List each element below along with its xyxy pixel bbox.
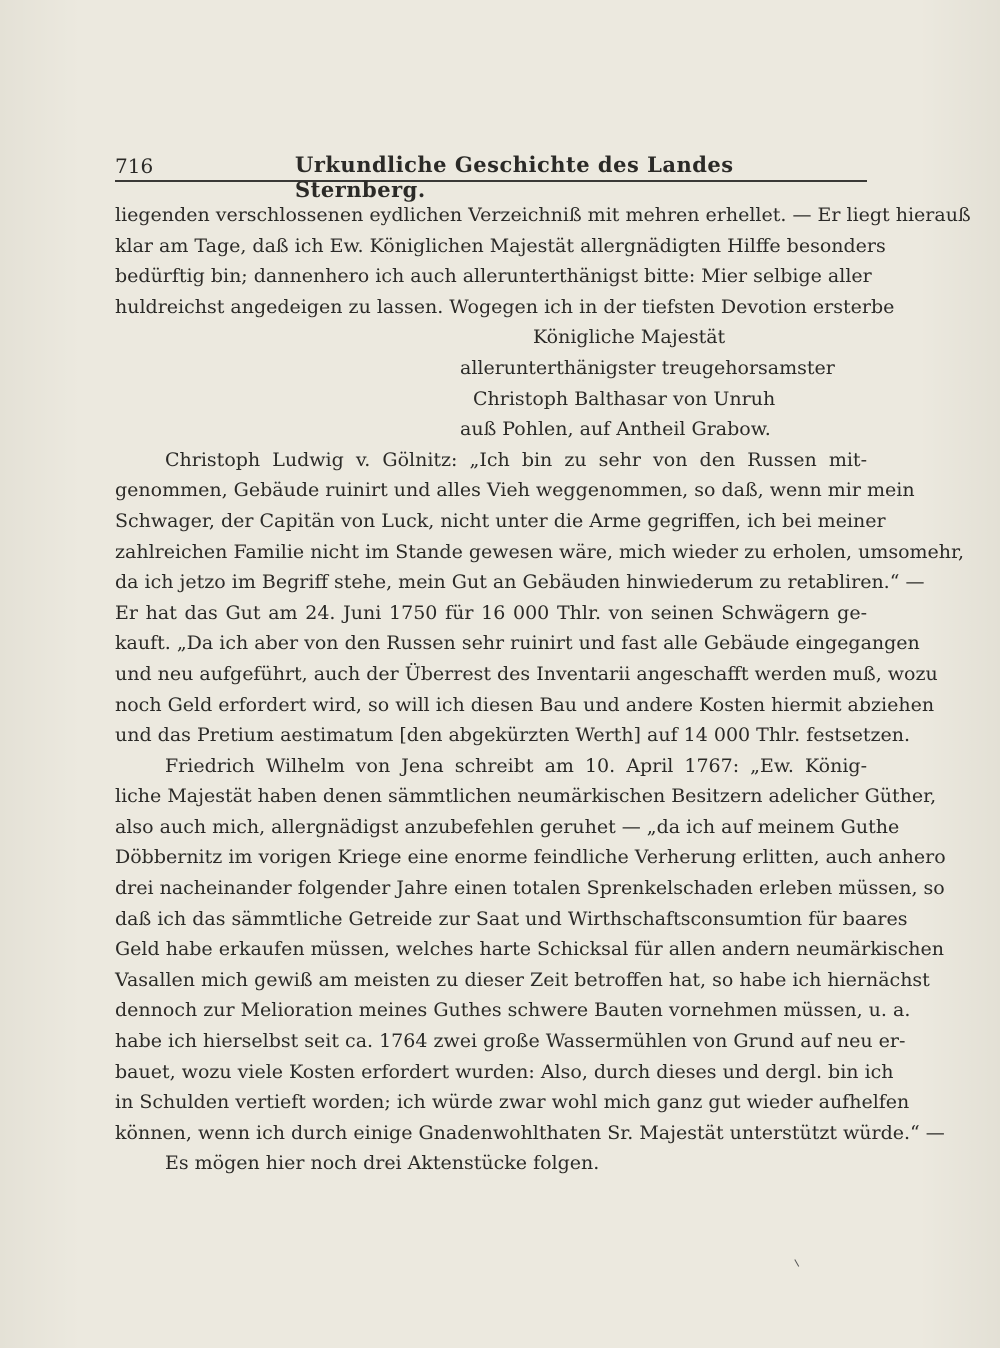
text-line: Christoph Ludwig v. Gölnitz: „Ich bin zu sehr von den Russen mit- — [165, 448, 867, 471]
text-line: genommen, Gebäude ruinirt und alles Vieh weggenommen, so daß, wenn mir mein — [115, 479, 915, 502]
text-line: Schwager, der Capitän von Luck, nicht unter die Arme gegriffen, ich bei meiner — [115, 509, 886, 532]
text-line: und das Pretium aestimatum [den abgekürzten Werth] auf 14 000 Thlr. festsetzen. — [115, 724, 911, 747]
text-line: dennoch zur Melioration meines Guthes schwere Bauten vornehmen müssen, u. a. — [115, 999, 911, 1022]
text-line: Es mögen hier noch drei Aktenstücke folgen. — [165, 1152, 600, 1175]
page-header — [115, 150, 867, 202]
text-line: also auch mich, allergnädigst anzubefehlen geruhet — „da ich auf meinem Guthe — [115, 815, 900, 838]
ink-mark — [794, 1257, 802, 1266]
text-line: kauft. „Da ich aber von den Russen sehr ruinirt und fast alle Gebäude eingegangen — [115, 632, 920, 655]
text-line: Er hat das Gut am 24. Juni 1750 für 16 000 Thlr. von seinen Schwägern ge- — [115, 601, 867, 624]
text-line: Döbbernitz im vorigen Kriege eine enorme feindliche Verherung erlitten, auch anhero — [115, 846, 946, 869]
text-line: da ich jetzo im Begriff stehe, mein Gut an Gebäuden hinwiederum zu retabliren.“ — — [115, 571, 925, 594]
text-line: in Schulden vertieft worden; ich würde zwar wohl mich ganz gut wieder aufhelfen — [115, 1091, 910, 1114]
signature-line: allerunterthänigster treugehorsamster — [460, 356, 835, 379]
body-text — [115, 200, 971, 1179]
text-line: können, wenn ich durch einige Gnadenwohlthaten Sr. Majestät unterstützt würde.“ — — [115, 1121, 945, 1144]
running-title: Urkundliche Geschichte des Landes Sternberg. — [295, 152, 734, 202]
text-line: klar am Tage, daß ich Ew. Königlichen Majestät allergnädigten Hilffe besonders — [115, 234, 886, 257]
text-line: und neu aufgeführt, auch der Überrest des Inventarii angeschafft werden muß, wozu — [115, 662, 938, 685]
text-line: bedürftig bin; dannenhero ich auch allerunterthänigst bitte: Mier selbige aller — [115, 265, 872, 288]
text-line: noch Geld erfordert wird, so will ich diesen Bau und andere Kosten hiermit abziehen — [115, 693, 935, 716]
signature-line: Königliche Majestät — [533, 326, 726, 349]
text-line: zahlreichen Familie nicht im Stande gewesen wäre, mich wieder zu erholen, umsomehr, — [115, 540, 965, 563]
text-line: Geld habe erkaufen müssen, welches harte Schicksal für allen andern neumärkischen — [115, 938, 944, 961]
text-line: drei nacheinander folgender Jahre einen totalen Sprenkelschaden erleben müssen, so — [115, 877, 945, 900]
signature-line: auß Pohlen, auf Antheil Grabow. — [460, 418, 771, 441]
text-line: liche Majestät haben denen sämmtlichen neumärkischen Besitzern adelicher Güther, — [115, 785, 937, 808]
text-line: habe ich hierselbst seit ca. 1764 zwei große Wassermühlen von Grund auf neu er- — [115, 1030, 906, 1053]
text-line: Friedrich Wilhelm von Jena schreibt am 10. April 1767: „Ew. König- — [165, 754, 867, 777]
text-line: liegenden verschlossenen eydlichen Verzeichniß mit mehren erhellet. — Er liegt hierauß — [115, 204, 971, 226]
text-line: huldreichst angedeigen zu lassen. Wogegen ich in der tiefsten Devotion ersterbe — [115, 295, 895, 318]
page-number: 716 — [115, 154, 154, 178]
signature-line: Christoph Balthasar von Unruh — [473, 387, 776, 410]
text-line: Vasallen mich gewiß am meisten zu dieser Zeit betroffen hat, so habe ich hiernächst — [115, 968, 930, 991]
text-line: bauet, wozu viele Kosten erfordert wurden: Also, durch dieses und dergl. bin ich — [115, 1060, 894, 1083]
text-line: daß ich das sämmtliche Getreide zur Saat und Wirthschaftsconsumtion für baares — [115, 907, 908, 930]
